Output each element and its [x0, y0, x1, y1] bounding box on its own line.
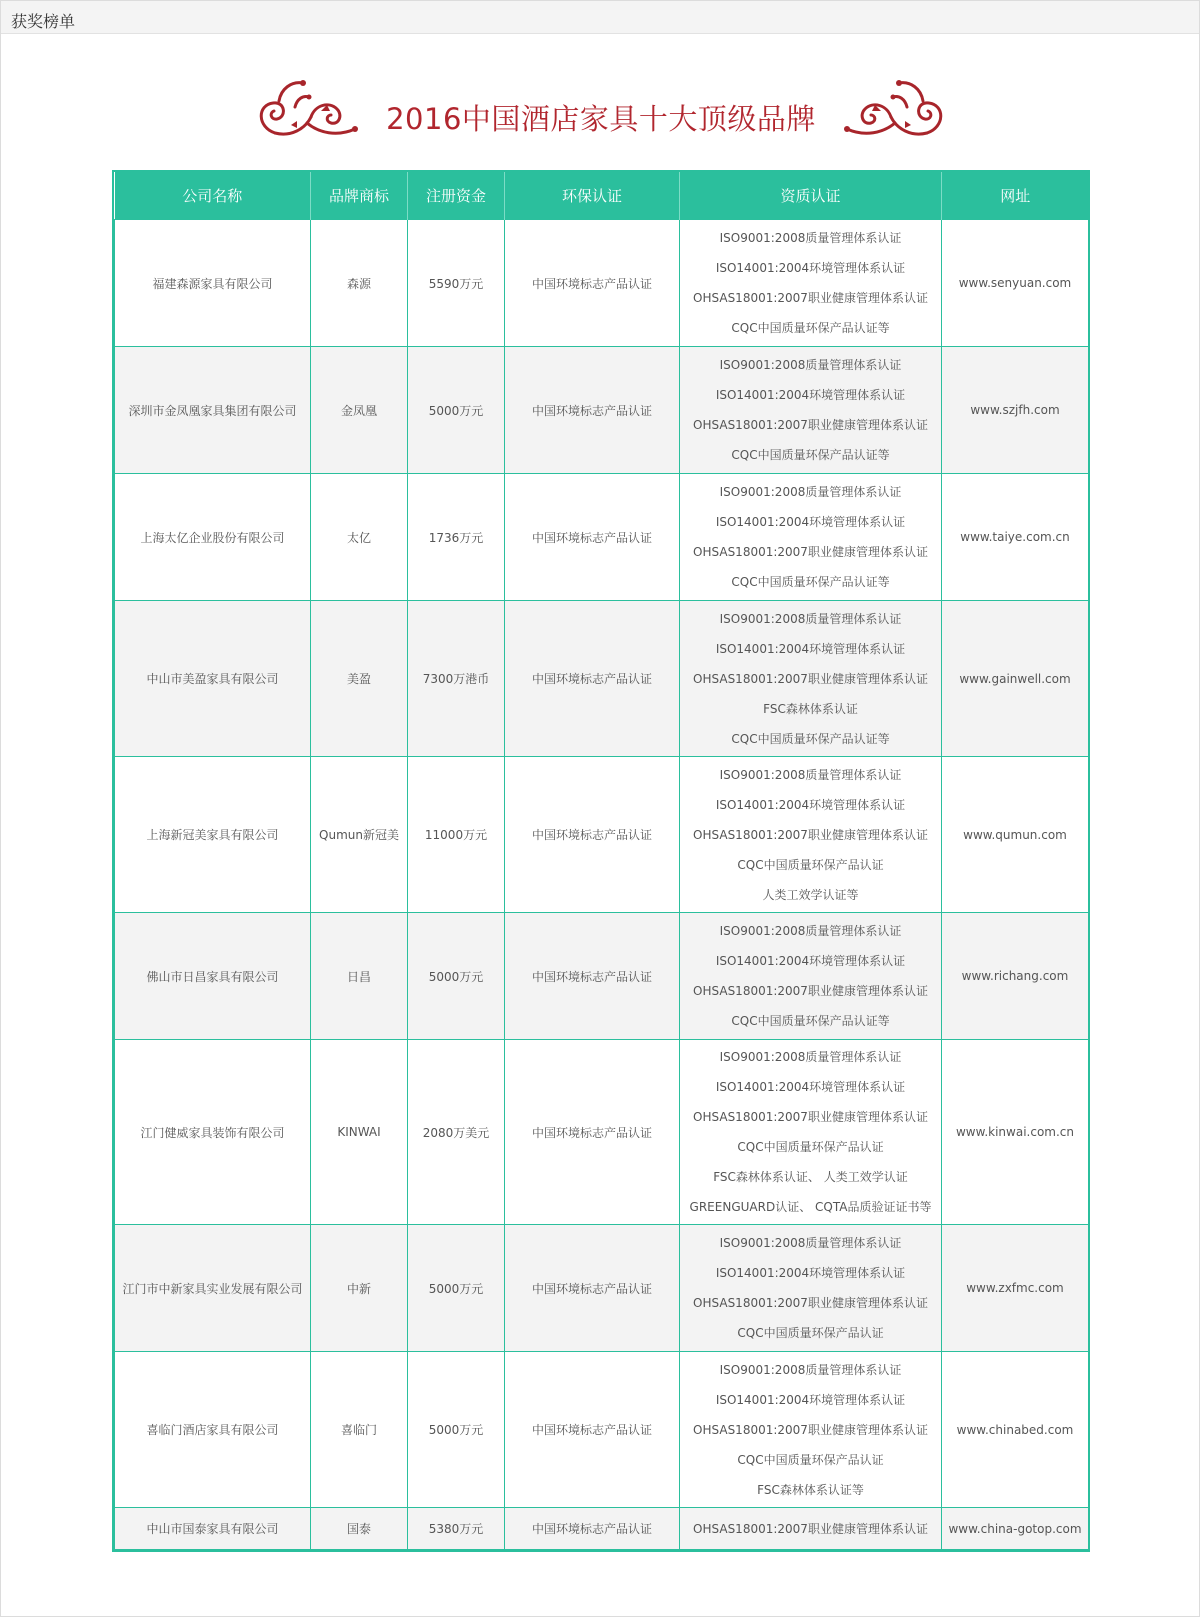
capital-cell: 5590万元 [408, 220, 505, 347]
eco-cert-cell: 中国环境标志产品认证 [505, 474, 680, 601]
qualification-cell [680, 1508, 942, 1550]
qualification-item: ISO9001:2008质量管理体系认证 [719, 358, 902, 372]
qualification-cell [680, 220, 942, 347]
qualification-item: ISO9001:2008质量管理体系认证 [719, 1050, 902, 1064]
qualification-item: ISO14001:2004环境管理体系认证 [715, 954, 906, 968]
url-cell: www.zxfmc.com [942, 1225, 1089, 1352]
brand-cell: 国泰 [311, 1508, 408, 1550]
brand-cell: 美盈 [311, 601, 408, 757]
qualification-item: OHSAS18001:2007职业健康管理体系认证 [693, 1296, 928, 1310]
qualification-item: ISO14001:2004环境管理体系认证 [715, 641, 906, 656]
url-cell: www.taiye.com.cn [942, 474, 1089, 601]
company-cell: 佛山市日昌家具有限公司 [115, 913, 311, 1040]
company-cell: 江门市中新家具实业发展有限公司 [115, 1225, 311, 1352]
qualification-item: ISO14001:2004环境管理体系认证 [715, 797, 906, 812]
qualification-cell [680, 474, 942, 601]
qualification-item: CQC中国质量环保产品认证等 [731, 731, 890, 746]
url-cell: www.qumun.com [942, 757, 1089, 913]
qualification-item: ISO9001:2008质量管理体系认证 [719, 231, 902, 245]
column-header-eco: 环保认证 [505, 172, 680, 220]
qualification-item: CQC中国质量环保产品认证等 [731, 448, 890, 462]
company-cell: 深圳市金凤凰家具集团有限公司 [115, 347, 311, 474]
qualification-item: OHSAS18001:2007职业健康管理体系认证 [693, 671, 928, 686]
qualification-item: ISO9001:2008质量管理体系认证 [719, 611, 902, 626]
brand-cell: KINWAI [311, 1040, 408, 1225]
ranking-table [112, 170, 1090, 1552]
qualification-item: CQC中国质量环保产品认证等 [731, 1014, 890, 1028]
brand-cell: 森源 [311, 220, 408, 347]
qualification-cell [680, 601, 942, 757]
eco-cert-cell: 中国环境标志产品认证 [505, 757, 680, 913]
qualification-item: ISO14001:2004环境管理体系认证 [715, 1080, 906, 1094]
table-row [115, 601, 1089, 757]
brand-cell: 日昌 [311, 913, 408, 1040]
brand-cell: Qumun新冠美 [311, 757, 408, 913]
qualification-cell [680, 913, 942, 1040]
eco-cert-cell: 中国环境标志产品认证 [505, 913, 680, 1040]
column-header-qualifications: 资质认证 [680, 172, 942, 220]
eco-cert-cell: 中国环境标志产品认证 [505, 220, 680, 347]
qualification-item: ISO9001:2008质量管理体系认证 [719, 767, 902, 782]
capital-cell: 1736万元 [408, 474, 505, 601]
qualification-item: OHSAS18001:2007职业健康管理体系认证 [693, 291, 928, 305]
company-cell: 中山市国泰家具有限公司 [115, 1508, 311, 1550]
table-row [115, 1508, 1089, 1550]
company-cell: 上海新冠美家具有限公司 [115, 757, 311, 913]
qualification-cell [680, 347, 942, 474]
eco-cert-cell: 中国环境标志产品认证 [505, 601, 680, 757]
eco-cert-cell: 中国环境标志产品认证 [505, 1225, 680, 1352]
table-row [115, 913, 1089, 1040]
capital-cell: 7300万港币 [408, 601, 505, 757]
qualification-cell [680, 1040, 942, 1225]
qualification-item: OHSAS18001:2007职业健康管理体系认证 [693, 418, 928, 432]
table-row [115, 1040, 1089, 1225]
company-cell: 上海太亿企业股份有限公司 [115, 474, 311, 601]
qualification-item: ISO14001:2004环境管理体系认证 [715, 1266, 906, 1280]
table-row [115, 220, 1089, 347]
qualification-cell [680, 757, 942, 913]
table-header-row [115, 172, 1089, 220]
qualification-item: 人类工效学认证等 [762, 887, 859, 902]
capital-cell: 5380万元 [408, 1508, 505, 1550]
qualification-item: OHSAS18001:2007职业健康管理体系认证 [693, 1521, 928, 1536]
qualification-item: FSC森林体系认证等 [757, 1482, 864, 1497]
qualification-cell [680, 1352, 942, 1508]
table-row [115, 1352, 1089, 1508]
capital-cell: 11000万元 [408, 757, 505, 913]
ornament-left-icon [251, 77, 363, 147]
qualification-item: ISO9001:2008质量管理体系认证 [719, 1362, 902, 1377]
url-cell: www.gainwell.com [942, 601, 1089, 757]
section-title: 获奖榜单 [11, 12, 76, 31]
qualification-item: OHSAS18001:2007职业健康管理体系认证 [693, 984, 928, 998]
eco-cert-cell: 中国环境标志产品认证 [505, 1040, 680, 1225]
qualification-item: CQC中国质量环保产品认证等 [731, 575, 890, 589]
company-cell: 福建森源家具有限公司 [115, 220, 311, 347]
qualification-item: OHSAS18001:2007职业健康管理体系认证 [693, 1110, 928, 1124]
qualification-item: ISO14001:2004环境管理体系认证 [715, 515, 906, 529]
capital-cell: 5000万元 [408, 1225, 505, 1352]
qualification-item: FSC森林体系认证、 人类工效学认证 [713, 1170, 908, 1184]
qualification-item: ISO14001:2004环境管理体系认证 [715, 388, 906, 402]
page-title: 2016中国酒店家具十大顶级品牌 [386, 102, 816, 136]
brand-cell: 金凤凰 [311, 347, 408, 474]
column-header-url: 网址 [942, 172, 1089, 220]
qualification-item: FSC森林体系认证 [763, 701, 858, 716]
capital-cell: 5000万元 [408, 913, 505, 1040]
url-cell: www.szjfh.com [942, 347, 1089, 474]
table-row [115, 757, 1089, 913]
capital-cell: 2080万美元 [408, 1040, 505, 1225]
section-header [1, 1, 1199, 34]
table-row [115, 1225, 1089, 1352]
url-cell: www.richang.com [942, 913, 1089, 1040]
table-row [115, 474, 1089, 601]
qualification-item: OHSAS18001:2007职业健康管理体系认证 [693, 827, 928, 842]
qualification-item: OHSAS18001:2007职业健康管理体系认证 [693, 545, 928, 559]
capital-cell: 5000万元 [408, 347, 505, 474]
qualification-item: GREENGUARD认证、 CQTA品质验证证书等 [689, 1200, 932, 1214]
qualification-item: ISO9001:2008质量管理体系认证 [719, 924, 902, 938]
eco-cert-cell: 中国环境标志产品认证 [505, 1508, 680, 1550]
company-cell: 喜临门酒店家具有限公司 [115, 1352, 311, 1508]
capital-cell: 5000万元 [408, 1352, 505, 1508]
url-cell: www.china-gotop.com [942, 1508, 1089, 1550]
banner [1, 77, 1199, 149]
column-header-capital: 注册资金 [408, 172, 505, 220]
qualification-cell [680, 1225, 942, 1352]
url-cell: www.senyuan.com [942, 220, 1089, 347]
url-cell: www.kinwai.com.cn [942, 1040, 1089, 1225]
qualification-item: CQC中国质量环保产品认证等 [731, 321, 890, 335]
brand-cell: 喜临门 [311, 1352, 408, 1508]
url-cell: www.chinabed.com [942, 1352, 1089, 1508]
qualification-item: OHSAS18001:2007职业健康管理体系认证 [693, 1422, 928, 1437]
qualification-item: ISO14001:2004环境管理体系认证 [715, 1392, 906, 1407]
qualification-item: ISO9001:2008质量管理体系认证 [719, 485, 902, 499]
company-cell: 江门健威家具装饰有限公司 [115, 1040, 311, 1225]
eco-cert-cell: 中国环境标志产品认证 [505, 1352, 680, 1508]
ornament-right-icon [839, 77, 951, 147]
qualification-item: CQC中国质量环保产品认证 [737, 857, 884, 872]
qualification-item: CQC中国质量环保产品认证 [737, 1452, 884, 1467]
qualification-item: ISO14001:2004环境管理体系认证 [715, 261, 906, 275]
brand-cell: 中新 [311, 1225, 408, 1352]
brand-cell: 太亿 [311, 474, 408, 601]
company-cell: 中山市美盈家具有限公司 [115, 601, 311, 757]
eco-cert-cell: 中国环境标志产品认证 [505, 347, 680, 474]
column-header-company: 公司名称 [115, 172, 311, 220]
column-header-brand: 品牌商标 [311, 172, 408, 220]
table-row [115, 347, 1089, 474]
qualification-item: CQC中国质量环保产品认证 [737, 1140, 884, 1154]
qualification-item: ISO9001:2008质量管理体系认证 [719, 1236, 902, 1250]
qualification-item: CQC中国质量环保产品认证 [737, 1326, 884, 1340]
